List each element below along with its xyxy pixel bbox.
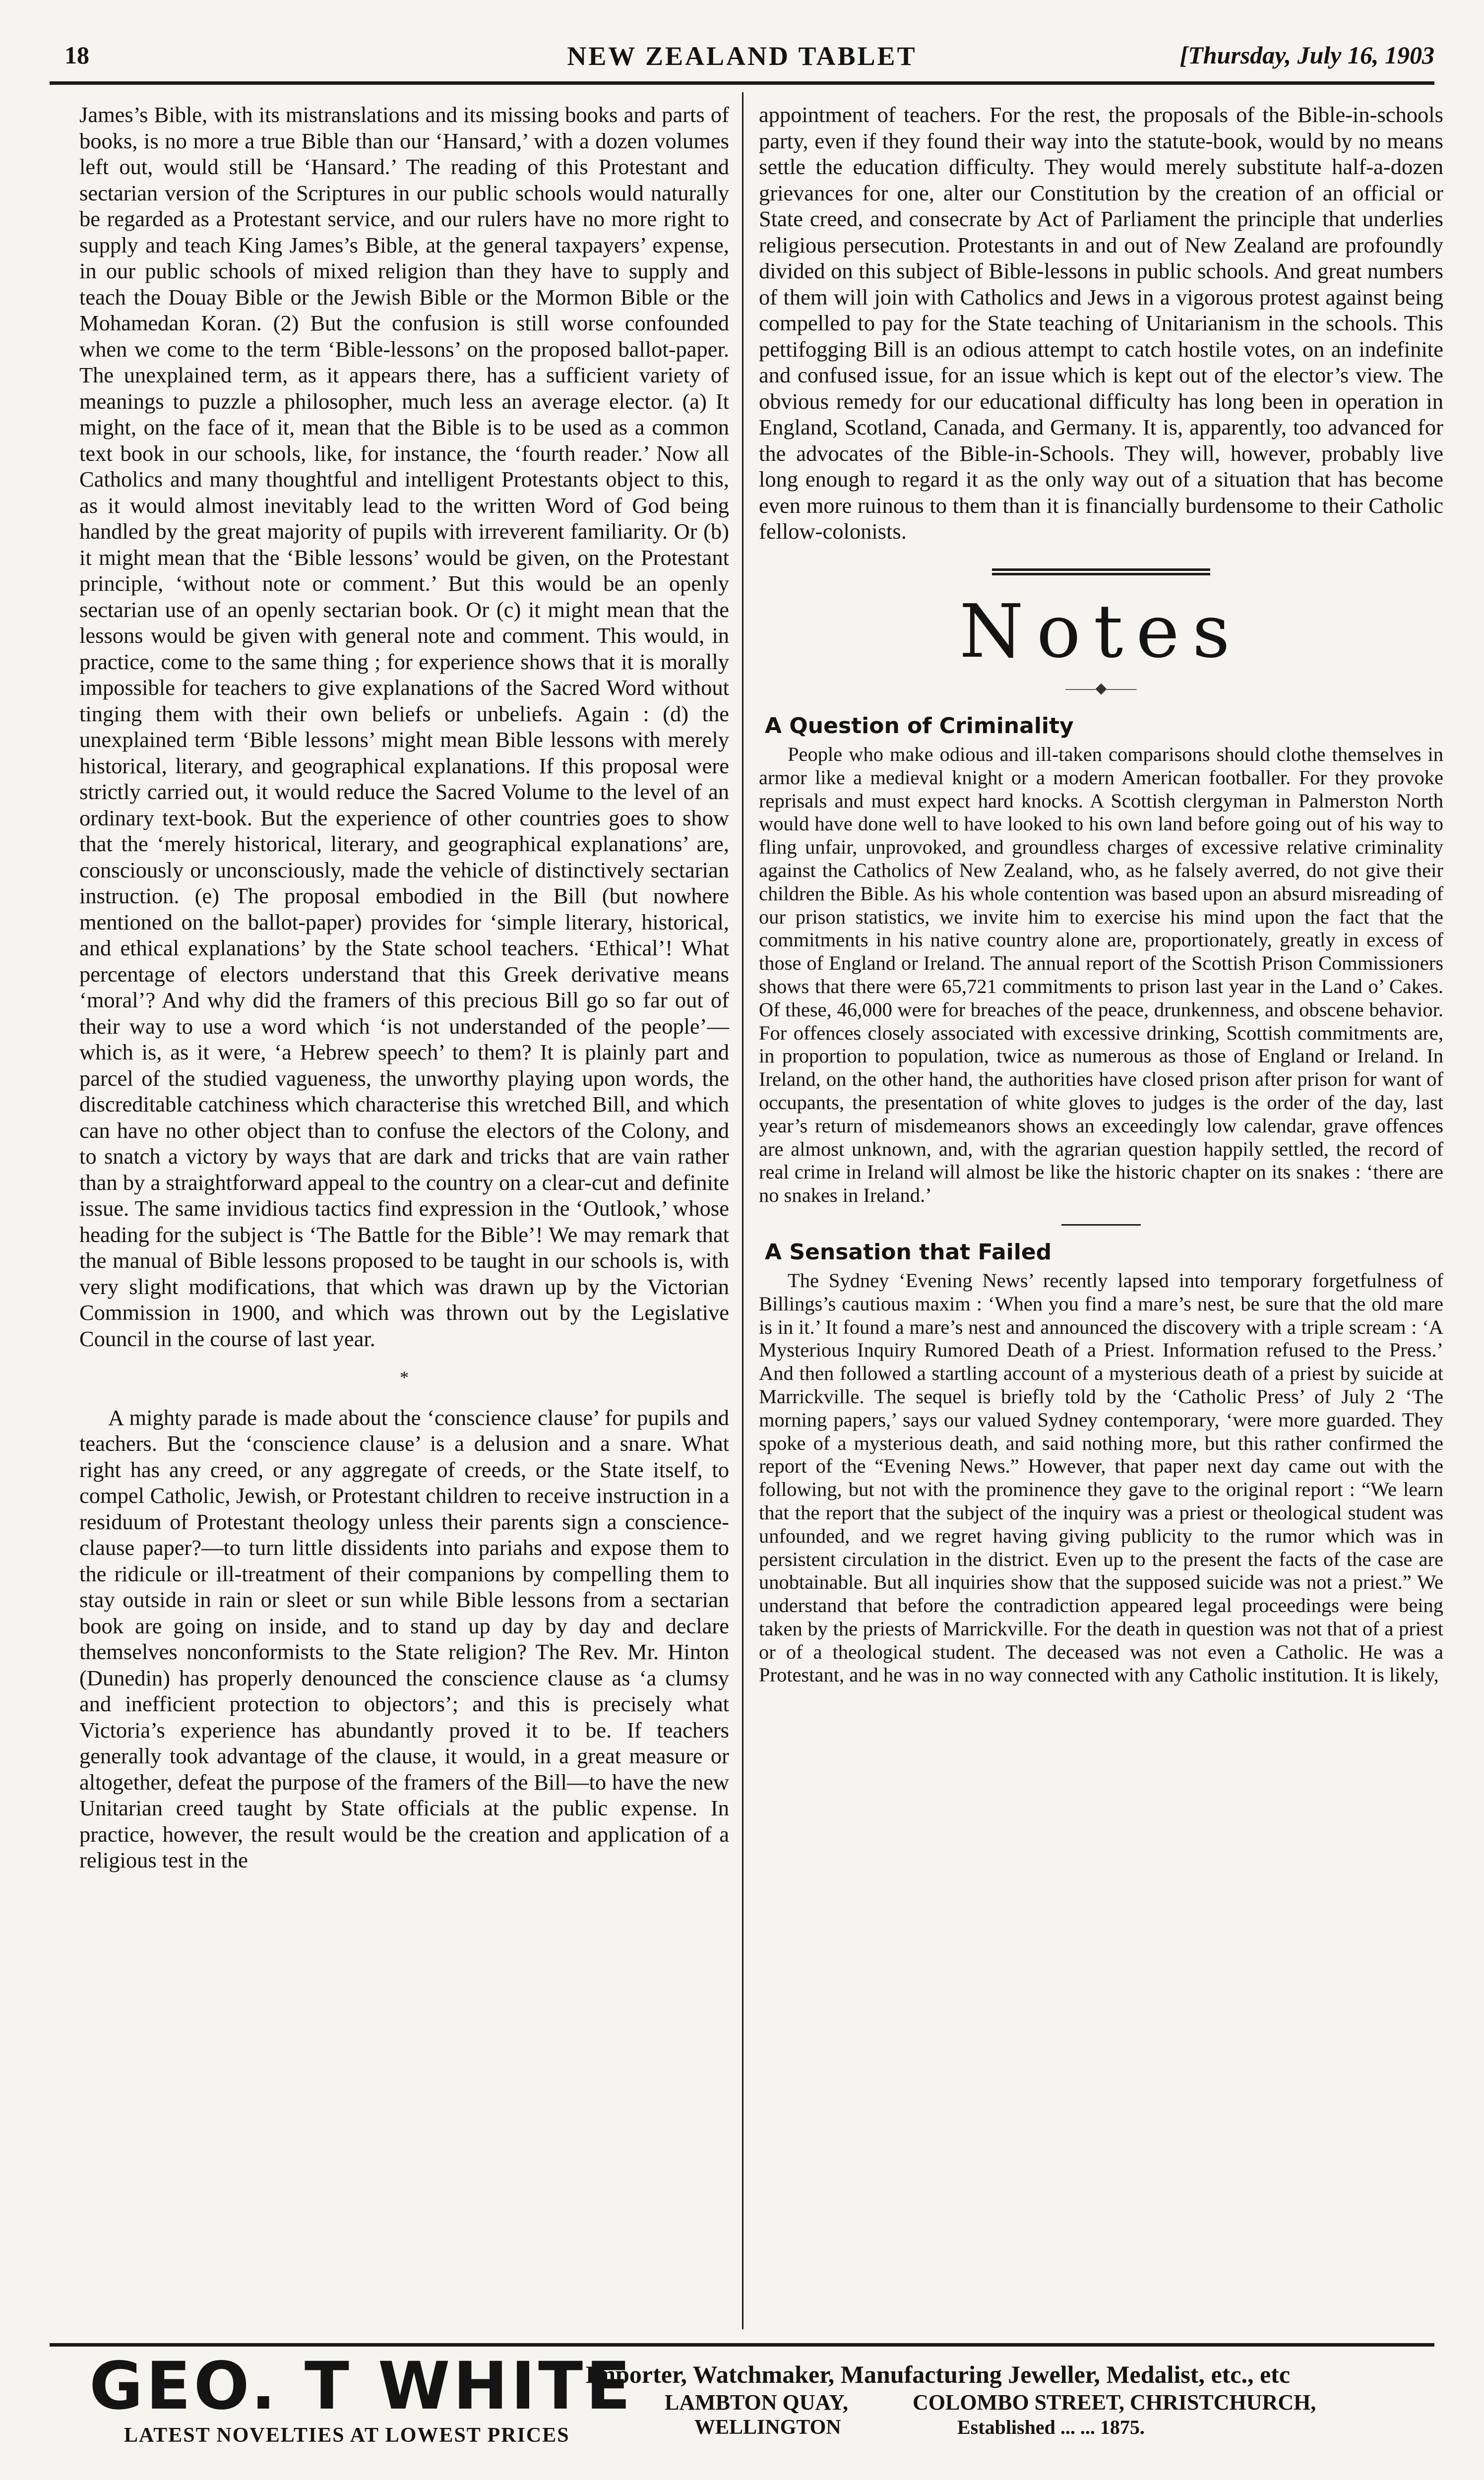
note-heading: A Question of Criminality bbox=[765, 713, 1074, 739]
notes-top-rule bbox=[992, 568, 1210, 580]
page-number: 18 bbox=[64, 41, 89, 69]
header-rule bbox=[50, 81, 1434, 85]
newspaper-title: NEW ZEALAND TABLET bbox=[567, 41, 917, 71]
issue-date: [Thursday, July 16, 1903 bbox=[1179, 41, 1434, 69]
notes-title: Notes bbox=[959, 588, 1243, 674]
page-header bbox=[50, 41, 1434, 80]
advertisement bbox=[50, 2349, 1434, 2448]
footer-rule bbox=[50, 2343, 1434, 2347]
note-divider bbox=[1061, 1224, 1141, 1226]
advertiser-address-wellington: LAMBTON QUAY, bbox=[665, 2390, 849, 2415]
column-divider bbox=[742, 92, 743, 2329]
section-separator: * bbox=[400, 1367, 409, 1387]
note-body bbox=[759, 1269, 1443, 1687]
advertiser-services: Importer, Watchmaker, Manufacturing Jeweller, Medalist, etc., etc bbox=[585, 2360, 1291, 2388]
left-column bbox=[79, 102, 729, 1873]
advertiser-established: Established ... ... 1875. bbox=[957, 2416, 1145, 2438]
diamond-ornament-icon: ——◆—— bbox=[1065, 680, 1137, 696]
note-paragraph: People who make odious and ill-taken comparisons should clothe themselves in armor like a medieval knight or a modern American footballer. For they provoke reprisals and must expect hard knocks. A Scottish clergyman in Palmerston North would have done well to have looked to his own land before going out of his way to fling unfair, unprovoked, and groundless charges of excessive relative criminality against the Catholics of New Zealand, who, as he falsely averred, do not give their children the Bible. As his whole contention was based upon an absurd misreading of our prison statistics, we invite him to exercise his mind upon the fact that the commitments in his native country alone are, proportionately, greatly in excess of those of England or Ireland. The annual report of the Scottish Prison Commissioners shows that there were 65,721 commitments to prison last year in the Land o’ Cakes. Of these, 46,000 were for breaches of the peace, drunkenness, and obscene behavior. For offences closely associated with excessive drinking, Scottish commitments are, in proportion to population, twice as numerous as those of England or Ireland. In Ireland, on the other hand, the authorities have closed prison after prison for want of occupants, the presentation of white gloves to judges is the order of the day, last year’s return of misdemeanors shows an exceedingly low calendar, grave offences are almost unknown, and, with the agrarian question happily settled, the record of real crime in Ireland will almost be like the historic chapter on its snakes : ‘there are no snakes in Ireland.’ bbox=[759, 743, 1443, 1207]
advertiser-address-christchurch: COLOMBO STREET, CHRISTCHURCH, bbox=[913, 2390, 1316, 2415]
note-paragraph: The Sydney ‘Evening News’ recently lapsed into temporary forgetfulness of Billings’s cautious maxim : ‘When you find a mare’s nest, be sure that the old mare is in it.’ It found a mare’s nest and announced the discovery with a triple scream : ‘A Mysterious Inquiry Rumored Death of a Priest. Information refused to the Press.’ And then followed a startling account of a mysterious death of a priest by suicide at Marrickville. The sequel is briefly told by the ‘Catholic Press’ of July 2 ‘The morning papers,’ says our valued Sydney contemporary, ‘were more guarded. They spoke of a mysterious death, and said nothing more, but this rather confirmed the report of the “Evening News.” However, that paper next day came out with the following, but not with the prominence they gave to the original report : “We learn that the report that the subject of the inquiry was a priest or theological student was unfounded, and we regret having giving publicity to the rumor which was in persistent circulation in the district. Even up to the present the facts of the case are unobtainable. But all inquiries show that the supposed suicide was not a priest.” We understand that before the contradiction appeared legal proceedings were being taken by the priests of Marrickville. For the death in question was not that of a priest or of a theological student. The deceased was not even a Catholic. He was a Protestant, and he was in no way connected with any Catholic institution. It is likely, bbox=[759, 1269, 1443, 1686]
right-column bbox=[759, 102, 1443, 1687]
note-body bbox=[759, 743, 1443, 1207]
article-paragraph: James’s Bible, with its mistranslations and its missing books and parts of books, is no more a true Bible than our ‘Hansard,’ with a dozen volumes left out, would still be ‘Hansard.’ The reading of this Protestant and sectarian version of the Scriptures in our public schools would naturally be regarded as a Protestant service, and our rulers have no more right to supply and teach King James’s Bible, at the general taxpayers’ expense, in our public schools of mixed religion than they have to supply and teach the Douay Bible or the Jewish Bible or the Mormon Bible or the Mohamedan Koran. (2) But the confusion is still worse confounded when we come to the term ‘Bible-lessons’ on the proposed ballot-paper. The unexplained term, as it appears there, has a sufficient variety of meanings to puzzle a philosopher, much less an average elector. (a) It might, on the face of it, mean that the Bible is to be used as a common text book in our schools, like, for instance, the ‘fourth reader.’ Now all Catholics and many thoughtful and intelligent Protestants object to this, as it would almost inevitably lead to the written Word of God being handled by the great majority of pupils with irreverent familiarity. Or (b) it might mean that the ‘Bible lessons’ would be given, on the Protestant principle, ‘without note or comment.’ But this would be an openly sectarian use of an openly sectarian book. Or (c) it might mean that the lessons would be given with general note and comment. This would, in practice, come to the same thing ; for experience shows that it is morally impossible for teachers to give explanations of the Sacred Word without tinging them with their own beliefs or unbeliefs. Again : (d) the unexplained term ‘Bible lessons’ might mean Bible lessons with merely historical, literary, and geographical explanations. If this proposal were strictly carried out, it would reduce the Sacred Volume to the level of an ordinary text-book. But the experience of other countries goes to show that the ‘merely historical, literary, and geographical explanations’ are, consciously or unconsciously, made the vehicle of distinctively sectarian instruction. (e) The proposal embodied in the Bill (but nowhere mentioned on the ballot-paper) provides for ‘simple literary, historical, and ethical explanations’ by the State school teachers. ‘Ethical’! What percentage of electors understand that this Greek derivative means ‘moral’? And why did the framers of this precious Bill go so far out of their way to use a word which ‘is not understanded of the people’—which is, as it were, ‘a Hebrew speech’ to them? It is plainly part and parcel of the studied vagueness, the unworthy playing upon words, the discreditable catchiness which characterise this wretched Bill, and which can have no other object than to confuse the electors of the Colony, and to snatch a victory by ways that are dark and tricks that are vain rather than by a straightforward appeal to the country on a clear-cut and definite issue. The same invidious tactics find expression in the ‘Outlook,’ whose heading for the subject is ‘The Battle for the Bible’! We may remark that the manual of Bible lessons proposed to be taught in our schools is, with very slight modifications, that which was drawn up by the Victorian Commission in 1900, and which was thrown out by the Legislative Council in the course of last year. bbox=[79, 102, 729, 1351]
advertiser-tagline: LATEST NOVELTIES AT LOWEST PRICES bbox=[124, 2424, 570, 2447]
notes-section-header bbox=[759, 568, 1443, 702]
note-heading: A Sensation that Failed bbox=[765, 1239, 1052, 1265]
article-paragraph: A mighty parade is made about the ‘conscience clause’ for pupils and teachers. But the ‘conscience clause’ is a delusion and a snare. What right has any creed, or any aggregate of creeds, or the State itself, to compel Catholic, Jewish, or Protestant children to receive instruction in a residuum of Protestant theology unless their parents sign a conscience-clause paper?—to turn little dissidents into pariahs and expose them to the ridicule or ill-treatment of their companions by compelling them to stay outside in rain or sleet or sun while Bible lessons from a sectarian book are going on inside, and to stand up day by day and declare themselves nonconformists to the State religion? The Rev. Mr. Hinton (Dunedin) has properly denounced the conscience clause as ‘a clumsy and inefficient protection to objectors’; and this is precisely what Victoria’s experience has abundantly proved it to be. If teachers generally took advantage of the clause, it would, in a great measure or altogether, defeat the purpose of the framers of the Bill—to have the new Unitarian creed taught by State officials at the public expense. In practice, however, the result would be the creation and application of a religious test in the bbox=[79, 1405, 729, 1872]
advertiser-name: GEO. T WHITE bbox=[89, 2348, 634, 2424]
advertiser-city: WELLINGTON bbox=[694, 2416, 841, 2439]
article-paragraph: appointment of teachers. For the rest, the proposals of the Bible-in-schools party, even if they found their way into the statute-book, would by no means settle the education difficulty. They would merely substitute half-a-dozen grievances for one, alter our Constitution by the creation of an official or State creed, and consecrate by Act of Parliament the principle that underlies religious persecution. Protestants in and out of New Zealand are profoundly divided on this subject of Bible-lessons in public schools. And great numbers of them will join with Catholics and Jews in a vigorous protest against being compelled to pay for the State teaching of Unitarianism in the schools. This pettifogging Bill is an odious attempt to catch hostile votes, on an indefinite and confused issue, for an issue which is kept out of the elector’s view. The obvious remedy for our educational difficulty has long been in operation in England, Scotland, Canada, and Germany. It is, apparently, too advanced for the advocates of the Bible-in-Schools. They will, however, probably live long enough to regard it as the only way out of a situation that has become even more ruinous to them than it is financially burdensome to their Catholic fellow-colonists. bbox=[759, 102, 1443, 544]
